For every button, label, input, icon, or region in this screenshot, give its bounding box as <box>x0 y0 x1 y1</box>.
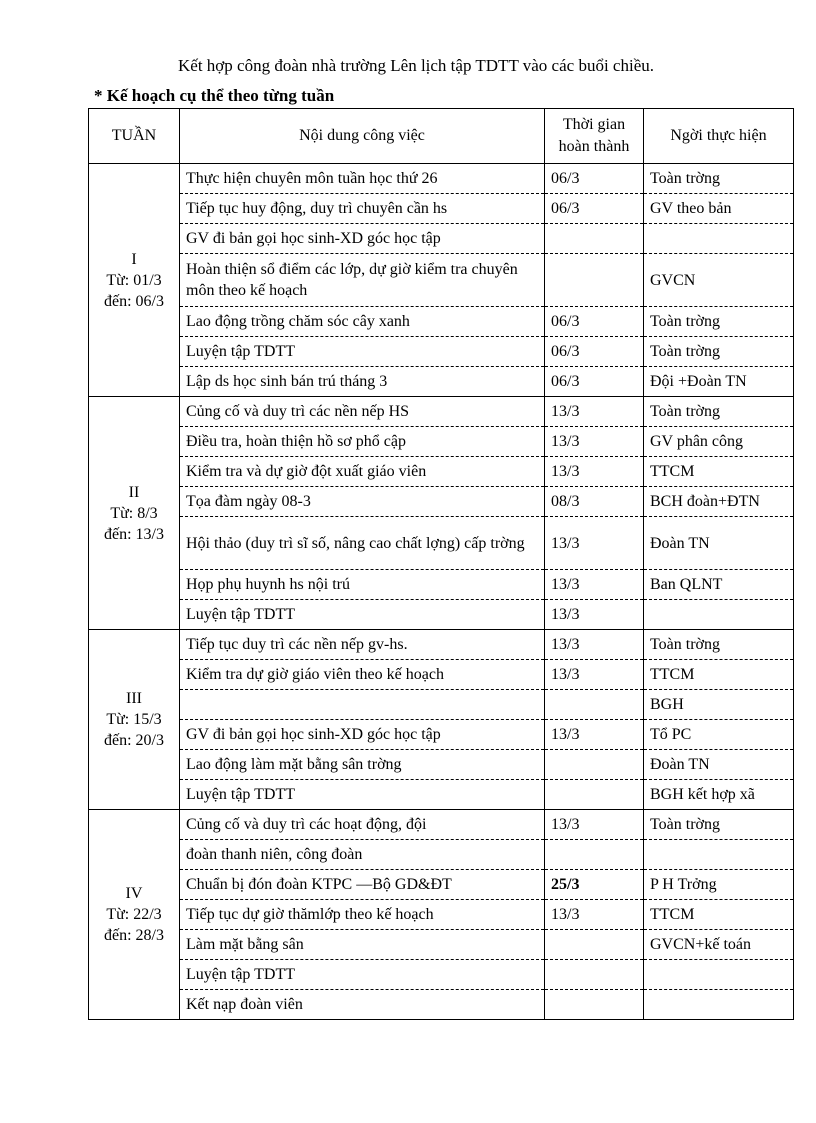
deadline-cell <box>545 780 644 810</box>
person-cell: P H Trởng <box>644 870 794 900</box>
deadline-cell <box>545 960 644 990</box>
person-cell: Toàn trờng <box>644 307 794 337</box>
deadline-cell: 06/3 <box>545 307 644 337</box>
table-row <box>89 660 794 690</box>
person-cell <box>644 960 794 990</box>
table-row <box>89 307 794 337</box>
table-row <box>89 990 794 1020</box>
task-cell: Điều tra, hoàn thiện hồ sơ phổ cập <box>180 427 545 457</box>
task-cell: Củng cố và duy trì các hoạt động, đội <box>180 810 545 840</box>
table-row <box>89 900 794 930</box>
person-cell: Đoàn TN <box>644 750 794 780</box>
table-row <box>89 870 794 900</box>
table-row <box>89 960 794 990</box>
task-cell: Họp phụ huynh hs nội trú <box>180 570 545 600</box>
deadline-cell: 13/3 <box>545 457 644 487</box>
person-cell: Đoàn TN <box>644 517 794 570</box>
deadline-cell: 13/3 <box>545 660 644 690</box>
deadline-cell <box>545 930 644 960</box>
task-cell: Lao động trồng chăm sóc cây xanh <box>180 307 545 337</box>
person-cell: TTCM <box>644 900 794 930</box>
week-cell: IV Từ: 22/3 đến: 28/3 <box>89 810 180 1020</box>
deadline-cell: 25/3 <box>545 870 644 900</box>
table-row <box>89 630 794 660</box>
person-cell: Đội +Đoàn TN <box>644 367 794 397</box>
task-cell: Hoàn thiện sổ điểm các lớp, dự giờ kiểm tra chuyên môn theo kế hoạch <box>180 254 545 307</box>
task-cell: Chuẩn bị đón đoàn KTPC —Bộ GD&ĐT <box>180 870 545 900</box>
person-cell <box>644 990 794 1020</box>
task-cell: Luyện tập TDTT <box>180 960 545 990</box>
week-cell: III Từ: 15/3 đến: 20/3 <box>89 630 180 810</box>
table-row <box>89 487 794 517</box>
task-cell: Tiếp tục duy trì các nền nếp gv-hs. <box>180 630 545 660</box>
task-cell: Củng cố và duy trì các nền nếp HS <box>180 397 545 427</box>
person-cell: BGH <box>644 690 794 720</box>
person-cell: Toàn trờng <box>644 630 794 660</box>
person-cell: Toàn trờng <box>644 397 794 427</box>
section-heading: * Kế hoạch cụ thể theo từng tuần <box>94 86 335 105</box>
task-cell: đoàn thanh niên, công đoàn <box>180 840 545 870</box>
task-cell: GV đi bản gọi học sinh-XD góc học tập <box>180 720 545 750</box>
person-cell: TTCM <box>644 457 794 487</box>
deadline-cell: 13/3 <box>545 427 644 457</box>
person-cell: Tổ PC <box>644 720 794 750</box>
person-cell <box>644 840 794 870</box>
deadline-cell: 13/3 <box>545 630 644 660</box>
task-cell: Luyện tập TDTT <box>180 600 545 630</box>
task-cell: Tiếp tục dự giờ thămlớp theo kế hoạch <box>180 900 545 930</box>
table-row <box>89 337 794 367</box>
header-person: Ngời thực hiện <box>644 109 794 164</box>
task-cell: Làm mặt bằng sân <box>180 930 545 960</box>
table-row <box>89 600 794 630</box>
deadline-cell <box>545 840 644 870</box>
deadline-cell: 13/3 <box>545 900 644 930</box>
week-cell: I Từ: 01/3 đến: 06/3 <box>89 164 180 397</box>
person-cell: GV phân công <box>644 427 794 457</box>
task-cell: GV đi bản gọi học sinh-XD góc học tập <box>180 224 545 254</box>
task-cell: Kiểm tra và dự giờ đột xuất giáo viên <box>180 457 545 487</box>
task-cell: Thực hiện chuyên môn tuần học thứ 26 <box>180 164 545 194</box>
person-cell: TTCM <box>644 660 794 690</box>
deadline-cell: 08/3 <box>545 487 644 517</box>
deadline-cell: 06/3 <box>545 337 644 367</box>
person-cell <box>644 224 794 254</box>
table-row <box>89 517 794 570</box>
person-cell: GV theo bản <box>644 194 794 224</box>
table-row <box>89 224 794 254</box>
deadline-cell <box>545 750 644 780</box>
deadline-cell: 13/3 <box>545 397 644 427</box>
task-cell: Luyện tập TDTT <box>180 337 545 367</box>
table-row <box>89 194 794 224</box>
deadline-cell <box>545 690 644 720</box>
header-task: Nội dung công việc <box>180 109 545 164</box>
weekly-plan-table <box>88 108 794 1020</box>
deadline-cell: 13/3 <box>545 570 644 600</box>
deadline-cell: 06/3 <box>545 194 644 224</box>
table-row <box>89 367 794 397</box>
person-cell <box>644 600 794 630</box>
deadline-cell: 06/3 <box>545 164 644 194</box>
table-row <box>89 930 794 960</box>
task-cell: Luyện tập TDTT <box>180 780 545 810</box>
deadline-cell: 13/3 <box>545 720 644 750</box>
table-row <box>89 780 794 810</box>
table-row <box>89 720 794 750</box>
table-row <box>89 570 794 600</box>
table-row <box>89 840 794 870</box>
intro-text: Kết hợp công đoàn nhà trường Lên lịch tập TDTT vào các buổi chiều. <box>178 56 654 75</box>
table-row <box>89 457 794 487</box>
task-cell: Lập ds học sinh bán trú tháng 3 <box>180 367 545 397</box>
person-cell: Toàn trờng <box>644 164 794 194</box>
table-row <box>89 397 794 427</box>
table-row <box>89 254 794 307</box>
task-cell: Tiếp tục huy động, duy trì chuyên cần hs <box>180 194 545 224</box>
person-cell: GVCN+kế toán <box>644 930 794 960</box>
deadline-cell: 13/3 <box>545 600 644 630</box>
deadline-cell <box>545 990 644 1020</box>
person-cell: BCH đoàn+ĐTN <box>644 487 794 517</box>
table-row <box>89 750 794 780</box>
person-cell: Toàn trờng <box>644 337 794 367</box>
task-cell: Lao động làm mặt bằng sân trờng <box>180 750 545 780</box>
table-row <box>89 164 794 194</box>
header-week: TUẦN <box>89 109 180 164</box>
person-cell: Toàn trờng <box>644 810 794 840</box>
deadline-cell <box>545 224 644 254</box>
person-cell: Ban QLNT <box>644 570 794 600</box>
task-cell <box>180 690 545 720</box>
task-cell: Kiểm tra dự giờ giáo viên theo kế hoạch <box>180 660 545 690</box>
task-cell: Kết nạp đoàn viên <box>180 990 545 1020</box>
table-header-row <box>89 109 794 164</box>
deadline-cell: 13/3 <box>545 810 644 840</box>
header-deadline: Thời gian hoàn thành <box>545 109 644 164</box>
table-row <box>89 427 794 457</box>
week-cell: II Từ: 8/3 đến: 13/3 <box>89 397 180 630</box>
person-cell: GVCN <box>644 254 794 307</box>
deadline-cell: 13/3 <box>545 517 644 570</box>
deadline-cell: 06/3 <box>545 367 644 397</box>
table-row <box>89 690 794 720</box>
task-cell: Tọa đàm ngày 08-3 <box>180 487 545 517</box>
deadline-cell <box>545 254 644 307</box>
person-cell: BGH kết hợp xã <box>644 780 794 810</box>
task-cell: Hội thảo (duy trì sĩ số, nâng cao chất lợng) cấp trờng <box>180 517 545 570</box>
table-row <box>89 810 794 840</box>
